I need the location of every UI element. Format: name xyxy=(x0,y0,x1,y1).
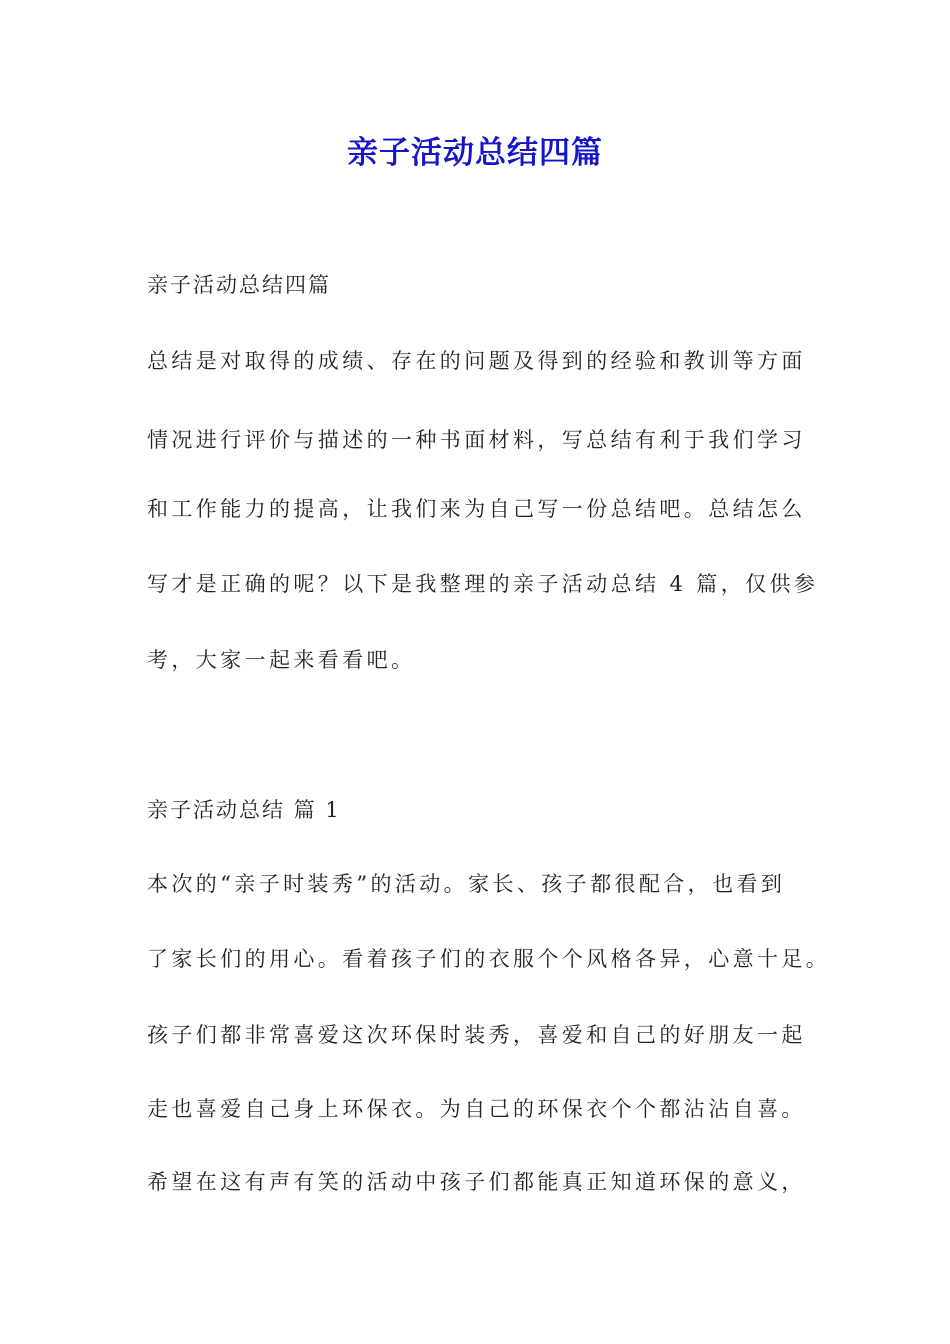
intro-line-5: 考，大家一起来看看吧。 xyxy=(147,648,416,672)
intro-line-1: 总结是对取得的成绩、存在的问题及得到的经验和教训等方面 xyxy=(147,349,806,373)
section-1-heading: 亲子活动总结 篇 1 xyxy=(147,798,341,822)
section-1-line-3: 孩子们都非常喜爱这次环保时装秀，喜爱和自己的好朋友一起 xyxy=(147,1023,806,1047)
document-title: 亲子活动总结四篇 xyxy=(347,135,603,171)
section-1-line-5: 希望在这有声有笑的活动中孩子们都能真正知道环保的意义， xyxy=(147,1170,806,1194)
section-1-line-4: 走也喜爱自己身上环保衣。为自己的环保衣个个都沾沾自喜。 xyxy=(147,1097,806,1121)
intro-line-2: 情况进行评价与描述的一种书面材料，写总结有利于我们学习 xyxy=(147,428,806,452)
subtitle: 亲子活动总结四篇 xyxy=(147,273,331,297)
intro-line-4: 写才是正确的呢？以下是我整理的亲子活动总结 4 篇，仅供参 xyxy=(147,572,819,596)
section-1-line-2: 了家长们的用心。看着孩子们的衣服个个风格各异，心意十足。 xyxy=(147,947,831,971)
section-1-line-1: 本次的“亲子时装秀”的活动。家长、孩子都很配合，也看到 xyxy=(147,872,786,896)
intro-line-3: 和工作能力的提高，让我们来为自己写一份总结吧。总结怎么 xyxy=(147,497,806,521)
